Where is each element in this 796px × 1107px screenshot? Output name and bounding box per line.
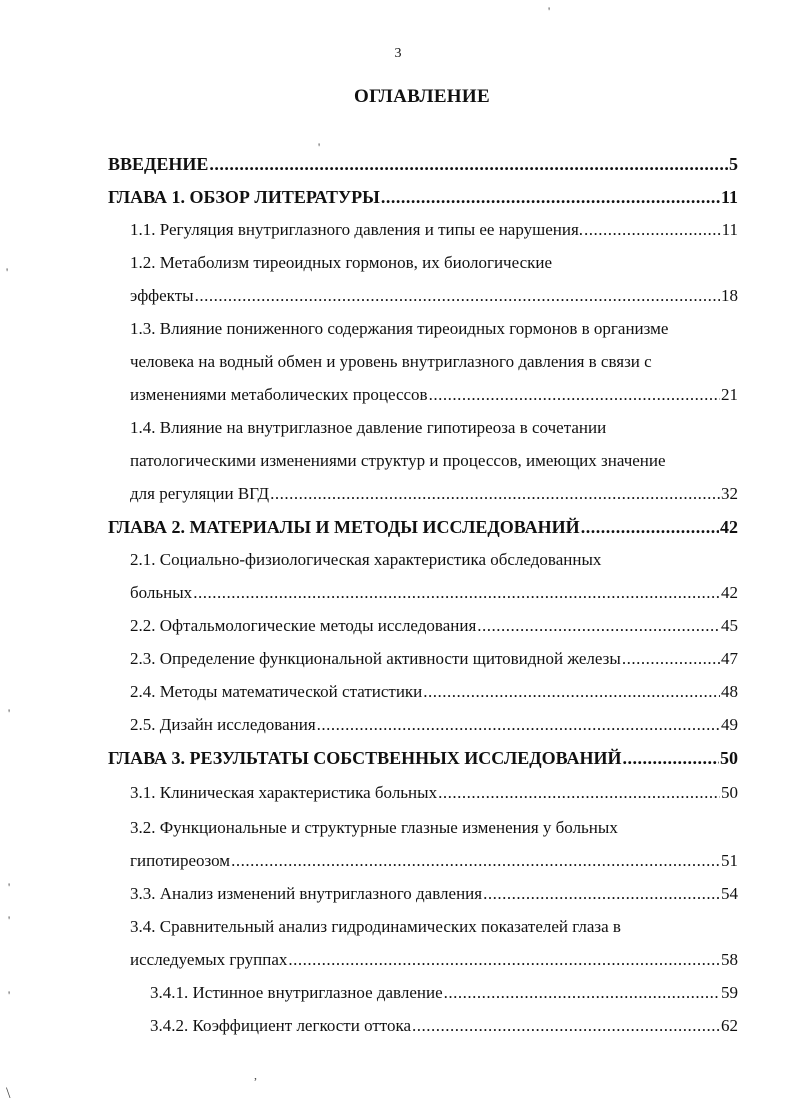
toc-entry-2-1[interactable]	[130, 579, 738, 607]
dot-leader	[195, 282, 720, 310]
toc-page-number: 32	[721, 484, 738, 503]
toc-entry-title: 3.4.2. Коэффициент легкости оттока	[150, 1016, 412, 1035]
toc-entry-title: изменениями метаболических процессов	[130, 385, 428, 404]
toc-entry-2-4[interactable]	[130, 678, 738, 706]
dot-leader	[270, 480, 720, 508]
scan-speck: '	[8, 706, 11, 720]
dot-leader	[412, 1012, 720, 1040]
toc-entry-2-2[interactable]	[130, 612, 738, 640]
scan-speck: '	[318, 140, 321, 154]
toc-entry-title: 3.3. Анализ изменений внутриглазного давления	[130, 884, 483, 903]
toc-entry-1-4-line1: 1.4. Влияние на внутриглазное давление гипотиреоза в сочетании	[130, 418, 607, 437]
dot-leader	[423, 678, 720, 706]
toc-entry-title: эффекты	[130, 286, 194, 305]
toc-page-number: 58	[721, 950, 738, 969]
toc-page-number: 21	[721, 385, 738, 404]
toc-page-number: 47	[721, 649, 738, 668]
dot-leader	[623, 744, 720, 772]
toc-entry-3-1[interactable]	[130, 779, 738, 807]
toc-entry-chapter-3[interactable]	[108, 744, 738, 772]
scan-speck: '	[548, 4, 551, 18]
toc-entry-1-2-line1: 1.2. Метаболизм тиреоидных гормонов, их биологические	[130, 253, 553, 272]
dot-leader	[477, 612, 720, 640]
dot-leader	[581, 513, 719, 541]
page-number: 3	[394, 46, 402, 61]
toc-entry-1-1[interactable]	[130, 216, 738, 244]
toc-entry-3-3[interactable]	[130, 880, 738, 908]
toc-entry-1-2[interactable]	[130, 282, 738, 310]
dot-leader	[438, 779, 720, 807]
dot-leader	[429, 381, 720, 409]
toc-entry-3-4-2[interactable]	[150, 1012, 738, 1040]
toc-entry-1-3-line1: 1.3. Влияние пониженного содержания тиреоидных гормонов в организме	[130, 319, 669, 338]
toc-entry-2-3[interactable]	[130, 645, 738, 673]
toc-entry-title: больных	[130, 583, 193, 602]
dot-leader	[317, 711, 720, 739]
toc-entry-1-4-line2: патологическими изменениями структур и процессов, имеющих значение	[130, 451, 666, 470]
toc-page-number: 45	[721, 616, 738, 635]
toc-page-number: 50	[721, 783, 738, 802]
toc-entry-title: ГЛАВА 1. ОБЗОР ЛИТЕРАТУРЫ	[108, 187, 380, 207]
dot-leader	[622, 645, 720, 673]
toc-entry-3-2-line1: 3.2. Функциональные и структурные глазные изменения у больных	[130, 818, 618, 837]
scan-speck: '	[8, 988, 11, 1002]
toc-entry-title: ВВЕДЕНИЕ	[108, 154, 209, 174]
toc-entry-3-4-line1: 3.4. Сравнительный анализ гидродинамических показателей глаза в	[130, 917, 621, 936]
dot-leader	[193, 579, 720, 607]
toc-entry-1-3[interactable]	[130, 381, 738, 409]
toc-entry-title: ГЛАВА 3. РЕЗУЛЬТАТЫ СОБСТВЕННЫХ ИССЛЕДОВАНИЙ	[108, 748, 622, 768]
toc-entry-title: для регуляции ВГД	[130, 484, 270, 503]
dot-leader	[584, 216, 721, 244]
scan-speck: \	[6, 1085, 11, 1102]
toc-entry-title: 3.4.1. Истинное внутриглазное давление	[150, 983, 443, 1002]
toc-entry-title: исследуемых группах	[130, 950, 288, 969]
toc-entry-2-1-line1: 2.1. Социально-физиологическая характеристика обследованных	[130, 550, 602, 569]
toc-entry-chapter-1[interactable]	[108, 183, 738, 211]
toc-entry-title: 2.5. Дизайн исследования	[130, 715, 316, 734]
toc-entry-3-4[interactable]	[130, 946, 738, 974]
toc-entry-title: гипотиреозом	[130, 851, 231, 870]
toc-page-number: 11	[720, 187, 738, 207]
scan-speck: '	[8, 913, 11, 927]
toc-entry-1-3-line2: человека на водный обмен и уровень внутриглазного давления в связи с	[130, 352, 652, 371]
toc-entry-3-4-1[interactable]	[150, 979, 738, 1007]
toc-page-number: 49	[721, 715, 738, 734]
dot-leader	[231, 847, 720, 875]
toc-page-number: 42	[721, 583, 738, 602]
page-title: ОГЛАВЛЕНИЕ	[354, 86, 490, 107]
toc-page-number: 48	[721, 682, 738, 701]
toc-page-number: 59	[721, 983, 738, 1002]
toc-entry-intro[interactable]	[108, 150, 738, 178]
dot-leader	[288, 946, 720, 974]
toc-entry-chapter-2[interactable]	[108, 513, 738, 541]
toc-page-number: 42	[720, 517, 738, 537]
dot-leader	[444, 979, 720, 1007]
scan-speck: '	[6, 265, 9, 279]
toc-entry-title: 2.3. Определение функциональной активности щитовидной железы	[130, 649, 621, 668]
toc-entry-3-2[interactable]	[130, 847, 738, 875]
toc-entry-1-4[interactable]	[130, 480, 738, 508]
toc-page-number: 51	[721, 851, 738, 870]
toc-page-number: 50	[720, 748, 738, 768]
scan-speck: '	[8, 880, 11, 894]
dot-leader	[381, 183, 720, 211]
toc-page-number: 18	[721, 286, 738, 305]
toc-entry-2-5[interactable]	[130, 711, 738, 739]
dot-leader	[209, 150, 728, 178]
toc-entry-title: 2.2. Офтальмологические методы исследования	[130, 616, 477, 635]
scan-speck: ,	[254, 1068, 257, 1082]
toc-page-number: 54	[721, 884, 738, 903]
toc-entry-title: ГЛАВА 2. МАТЕРИАЛЫ И МЕТОДЫ ИССЛЕДОВАНИЙ	[108, 517, 580, 537]
dot-leader	[483, 880, 720, 908]
toc-entry-title: 3.1. Клиническая характеристика больных	[130, 783, 438, 802]
toc-page-number: 11	[721, 220, 738, 239]
toc-entry-title: 2.4. Методы математической статистики	[130, 682, 423, 701]
toc-entry-title: 1.1. Регуляция внутриглазного давления и типы ее нарушения.	[130, 220, 584, 239]
toc-page-number: 5	[729, 154, 738, 174]
toc-page-number: 62	[721, 1016, 738, 1035]
